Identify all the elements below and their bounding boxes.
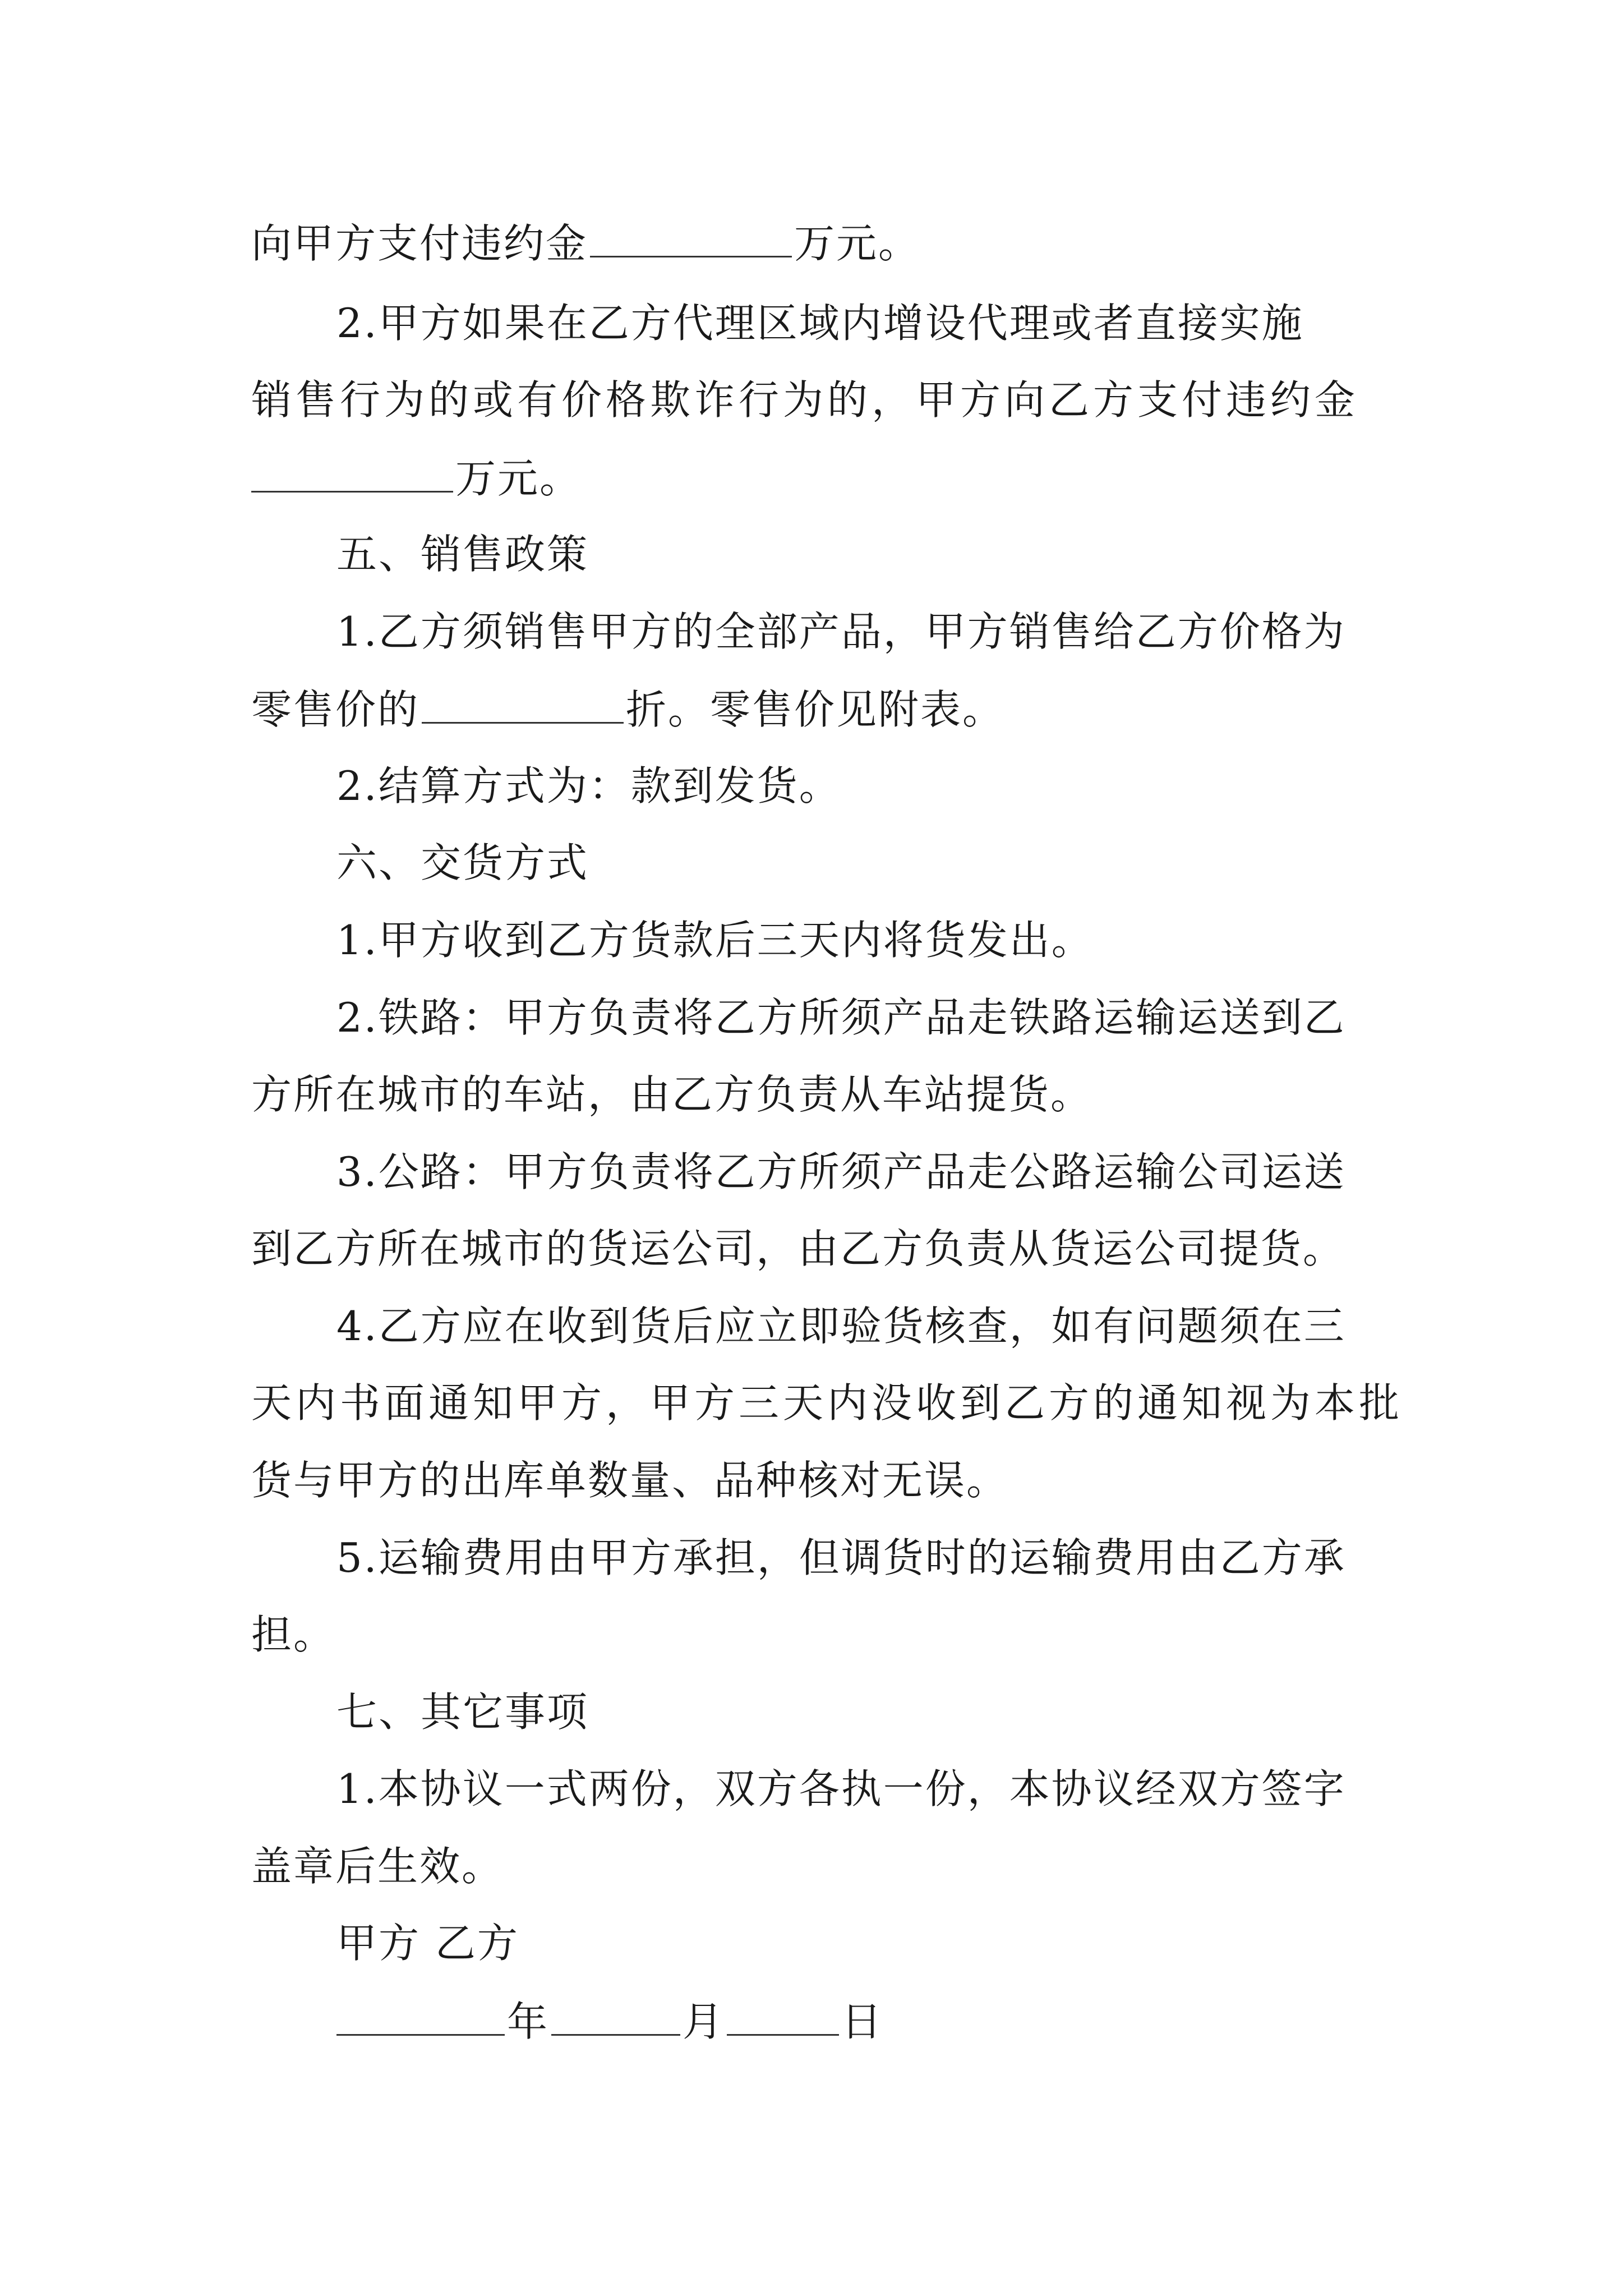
paragraph-line: 5.运输费用由甲方承担，但调货时的运输费用由乙方承 [336, 1534, 1346, 1581]
blank-field[interactable] [251, 450, 453, 493]
paragraph-line: 天内书面通知甲方，甲方三天内没收到乙方的通知视为本批 [251, 1379, 1404, 1427]
paragraph-line: 盖章后生效。 [251, 1843, 504, 1890]
signature-parties: 甲方 乙方 [336, 1920, 519, 1967]
section-heading: 七、其它事项 [336, 1688, 589, 1736]
text-span: 向甲方支付违约金 [251, 220, 588, 267]
section-heading: 六、交货方式 [336, 839, 589, 886]
month-label: 月 [683, 1998, 725, 2045]
paragraph-line: 4.乙方应在收到货后应立即验货核查，如有问题须在三 [336, 1303, 1346, 1350]
month-blank[interactable] [551, 1994, 680, 2036]
paragraph-line: 1.甲方收到乙方货款后三天内将货发出。 [336, 917, 1094, 964]
discount-line [251, 682, 1395, 735]
date-line [336, 1994, 1481, 2047]
penalty-line-2 [251, 450, 1395, 504]
paragraph-line: 2.甲方如果在乙方代理区域内增设代理或者直接实施 [336, 300, 1304, 347]
blank-field[interactable] [590, 215, 792, 257]
day-blank[interactable] [727, 1994, 839, 2036]
text-span: 折。零售价见附表。 [626, 686, 1005, 733]
year-blank[interactable] [336, 1994, 505, 2036]
paragraph-line: 1.乙方须销售甲方的全部产品，甲方销售给乙方价格为 [336, 608, 1346, 655]
text-span: 万元。 [455, 455, 582, 502]
paragraph-line: 2.铁路：甲方负责将乙方所须产品走铁路运输运送到乙 [336, 994, 1346, 1041]
paragraph-line: 货与甲方的出库单数量、品种核对无误。 [251, 1457, 1009, 1504]
day-label: 日 [841, 1998, 884, 2045]
blank-field[interactable] [422, 682, 624, 724]
paragraph-line: 1.本协议一式两份，双方各执一份，本协议经双方签字 [336, 1765, 1346, 1812]
section-heading: 五、销售政策 [336, 531, 589, 578]
penalty-line-1 [251, 215, 1395, 269]
paragraph-line: 担。 [251, 1611, 336, 1658]
paragraph-line: 方所在城市的车站，由乙方负责从车站提货。 [251, 1071, 1093, 1118]
paragraph-line: 2.结算方式为：款到发货。 [336, 762, 841, 809]
text-span: 零售价的 [251, 686, 420, 733]
paragraph-line: 销售行为的或有价格欺诈行为的，甲方向乙方支付违约金 [251, 376, 1359, 424]
year-label: 年 [507, 1998, 550, 2045]
text-span: 万元。 [794, 220, 921, 267]
paragraph-line: 3.公路：甲方负责将乙方所须产品走公路运输公司运送 [336, 1148, 1346, 1195]
paragraph-line: 到乙方所在城市的货运公司，由乙方负责从货运公司提货。 [251, 1225, 1345, 1272]
